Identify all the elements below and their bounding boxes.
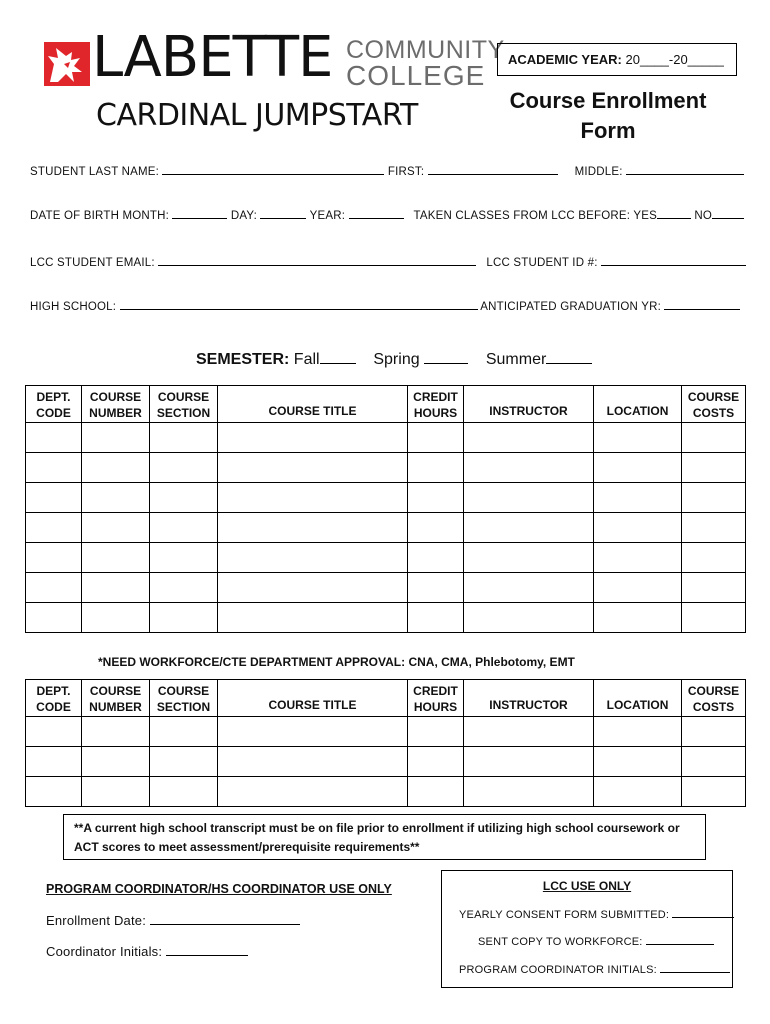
logo-college: COLLEGE	[346, 60, 486, 91]
table-cell[interactable]	[464, 777, 594, 807]
transcript-note-box	[63, 814, 706, 860]
table-cell[interactable]	[82, 513, 150, 543]
table-row	[26, 603, 746, 633]
col-credit-hours: CREDIT HOURS	[408, 680, 464, 717]
table-cell[interactable]	[408, 573, 464, 603]
col-instructor: INSTRUCTOR	[464, 386, 594, 423]
course-table-main-body	[26, 423, 746, 633]
table-cell[interactable]	[682, 513, 746, 543]
email-row	[30, 255, 746, 269]
table-cell[interactable]	[26, 777, 82, 807]
table-cell[interactable]	[150, 573, 218, 603]
table-cell[interactable]	[218, 573, 408, 603]
table-cell[interactable]	[218, 453, 408, 483]
semester-fall-label: Fall	[293, 351, 320, 368]
col-dept-code: DEPT. CODE	[26, 386, 82, 423]
table-cell[interactable]	[150, 777, 218, 807]
enrollment-date-row	[46, 913, 300, 928]
table-cell[interactable]	[82, 603, 150, 633]
first-name-field[interactable]	[428, 164, 558, 175]
coordinator-initials-field[interactable]	[166, 945, 248, 956]
col-course-section: COURSE SECTION	[150, 680, 218, 717]
semester-label: SEMESTER:	[196, 351, 290, 368]
academic-year-field[interactable]: 20____-20_____	[625, 52, 724, 67]
table-cell[interactable]	[594, 747, 682, 777]
table-row	[26, 717, 746, 747]
table-row	[26, 543, 746, 573]
semester-summer-label: Summer	[485, 351, 547, 368]
course-table-approval	[25, 679, 746, 807]
table-cell[interactable]	[408, 423, 464, 453]
last-name-field[interactable]	[162, 164, 384, 175]
col-location: LOCATION	[594, 680, 682, 717]
table-cell[interactable]	[82, 543, 150, 573]
form-title	[492, 86, 724, 146]
dob-month-field[interactable]	[172, 208, 227, 219]
last-name-label: STUDENT LAST NAME:	[30, 166, 160, 178]
high-school-label: HIGH SCHOOL:	[30, 301, 117, 313]
table-cell[interactable]	[464, 717, 594, 747]
table-row	[26, 453, 746, 483]
table-cell[interactable]	[682, 603, 746, 633]
middle-name-label: MIDDLE:	[574, 166, 623, 178]
academic-year-label: ACADEMIC YEAR:	[508, 52, 622, 67]
table-cell[interactable]	[408, 483, 464, 513]
table-cell[interactable]	[682, 573, 746, 603]
lcc-initials-row	[459, 962, 730, 976]
table-cell[interactable]	[150, 747, 218, 777]
table-cell[interactable]	[218, 543, 408, 573]
table-cell[interactable]	[464, 543, 594, 573]
table-cell[interactable]	[594, 543, 682, 573]
table-cell[interactable]	[150, 513, 218, 543]
table-cell[interactable]	[26, 483, 82, 513]
lcc-initials-label: PROGRAM COORDINATOR INITIALS:	[459, 964, 657, 976]
table-cell[interactable]	[82, 423, 150, 453]
workforce-row	[478, 934, 714, 948]
course-table-main	[25, 385, 746, 633]
table-cell[interactable]	[150, 453, 218, 483]
table-cell[interactable]	[26, 747, 82, 777]
enrollment-date-field[interactable]	[150, 914, 300, 925]
transcript-note-line2: ACT scores to meet assessment/prerequisite requirements**	[74, 840, 420, 854]
col-instructor: INSTRUCTOR	[464, 680, 594, 717]
table-cell[interactable]	[682, 747, 746, 777]
table-cell[interactable]	[594, 573, 682, 603]
col-course-costs: COURSE COSTS	[682, 680, 746, 717]
table-cell[interactable]	[26, 603, 82, 633]
table-cell[interactable]	[408, 603, 464, 633]
table-cell[interactable]	[26, 423, 82, 453]
table-cell[interactable]	[682, 543, 746, 573]
col-course-number: COURSE NUMBER	[82, 680, 150, 717]
table-cell[interactable]	[150, 483, 218, 513]
logo-wordmark: LABETTE	[92, 25, 333, 90]
form-title-line2: Form	[580, 118, 636, 143]
course-table-approval-body	[26, 717, 746, 807]
table-cell[interactable]	[408, 543, 464, 573]
table-cell[interactable]	[82, 453, 150, 483]
table-row	[26, 573, 746, 603]
approval-note: *NEED WORKFORCE/CTE DEPARTMENT APPROVAL: CNA, CMA, Phlebotomy, EMT	[98, 655, 575, 669]
col-dept-code: DEPT. CODE	[26, 680, 82, 717]
table-cell[interactable]	[594, 777, 682, 807]
table-cell[interactable]	[594, 453, 682, 483]
table-row	[26, 513, 746, 543]
col-course-costs: COURSE COSTS	[682, 386, 746, 423]
email-field[interactable]	[158, 255, 476, 266]
dob-row	[30, 208, 744, 222]
lcc-use-heading: LCC USE ONLY	[542, 879, 632, 893]
table-cell[interactable]	[26, 717, 82, 747]
table-cell[interactable]	[82, 717, 150, 747]
semester-summer-field[interactable]	[546, 350, 592, 364]
program-title: CARDINAL JUMPSTART	[96, 98, 418, 133]
table-cell[interactable]	[150, 603, 218, 633]
table-cell[interactable]	[682, 423, 746, 453]
table-cell[interactable]	[26, 543, 82, 573]
table-row	[26, 777, 746, 807]
table-cell[interactable]	[682, 717, 746, 747]
semester-spring-field[interactable]	[424, 350, 468, 364]
consent-label: YEARLY CONSENT FORM SUBMITTED:	[459, 909, 670, 921]
table-cell[interactable]	[218, 777, 408, 807]
table-cell[interactable]	[594, 603, 682, 633]
semester-row	[196, 350, 592, 369]
col-location: LOCATION	[594, 386, 682, 423]
table-cell[interactable]	[218, 717, 408, 747]
enrollment-date-label: Enrollment Date:	[46, 913, 147, 928]
dob-month-label: DATE OF BIRTH MONTH:	[30, 210, 170, 222]
table-row	[26, 423, 746, 453]
table-cell[interactable]	[82, 483, 150, 513]
table-cell[interactable]	[464, 423, 594, 453]
table-cell[interactable]	[82, 747, 150, 777]
table-cell[interactable]	[594, 513, 682, 543]
table-cell[interactable]	[464, 573, 594, 603]
table-cell[interactable]	[408, 717, 464, 747]
academic-year-box[interactable]	[497, 43, 737, 76]
high-school-row	[30, 299, 740, 313]
taken-before-no-field[interactable]	[712, 208, 744, 219]
table-cell[interactable]	[594, 423, 682, 453]
consent-row	[459, 907, 734, 921]
table-cell[interactable]	[408, 747, 464, 777]
consent-field[interactable]	[672, 907, 734, 918]
table-cell[interactable]	[150, 717, 218, 747]
coordinator-initials-label: Coordinator Initials:	[46, 944, 163, 959]
table-cell[interactable]	[594, 483, 682, 513]
table-cell[interactable]	[82, 777, 150, 807]
first-name-label: FIRST:	[387, 166, 425, 178]
table-cell[interactable]	[464, 747, 594, 777]
grad-year-field[interactable]	[664, 299, 740, 310]
email-label: LCC STUDENT EMAIL:	[30, 257, 155, 269]
table-row	[26, 747, 746, 777]
col-course-title: COURSE TITLE	[218, 680, 408, 717]
last-name-row	[30, 164, 744, 178]
semester-fall-field[interactable]	[320, 350, 356, 364]
table-cell[interactable]	[150, 423, 218, 453]
table-cell[interactable]	[82, 573, 150, 603]
table-cell[interactable]	[464, 453, 594, 483]
table-cell[interactable]	[150, 543, 218, 573]
table-cell[interactable]	[682, 453, 746, 483]
dob-year-field[interactable]	[349, 208, 404, 219]
transcript-note-line1: **A current high school transcript must be on file prior to enrollment if utilizing high school coursework or	[74, 821, 680, 835]
dob-day-label: DAY:	[230, 210, 257, 222]
table-cell[interactable]	[218, 423, 408, 453]
col-course-number: COURSE NUMBER	[82, 386, 150, 423]
col-credit-hours: CREDIT HOURS	[408, 386, 464, 423]
table-cell[interactable]	[464, 483, 594, 513]
table-cell[interactable]	[464, 513, 594, 543]
taken-before-yes-field[interactable]	[657, 208, 691, 219]
col-course-title: COURSE TITLE	[218, 386, 408, 423]
logo-community: COMMUNITY	[346, 36, 505, 64]
workforce-field[interactable]	[646, 934, 714, 945]
table-cell[interactable]	[408, 777, 464, 807]
high-school-field[interactable]	[120, 299, 478, 310]
coordinator-heading: PROGRAM COORDINATOR/HS COORDINATOR USE ONLY	[46, 882, 392, 896]
table-cell[interactable]	[218, 513, 408, 543]
dob-day-field[interactable]	[260, 208, 306, 219]
table-cell[interactable]	[594, 717, 682, 747]
table-cell[interactable]	[408, 453, 464, 483]
cardinal-logo-icon	[44, 42, 90, 86]
form-title-line1: Course Enrollment	[509, 88, 707, 113]
table-cell[interactable]	[408, 513, 464, 543]
table-cell[interactable]	[464, 603, 594, 633]
middle-name-field[interactable]	[626, 164, 744, 175]
table-cell[interactable]	[218, 483, 408, 513]
workforce-label: SENT COPY TO WORKFORCE:	[478, 936, 643, 948]
taken-before-no-label: NO	[694, 210, 713, 222]
lcc-initials-field[interactable]	[660, 962, 730, 973]
table-cell[interactable]	[26, 453, 82, 483]
table-cell[interactable]	[26, 573, 82, 603]
grad-year-label: ANTICIPATED GRADUATION YR:	[480, 301, 661, 313]
semester-spring-label: Spring	[373, 351, 420, 368]
table-cell[interactable]	[218, 747, 408, 777]
taken-before-label: TAKEN CLASSES FROM LCC BEFORE: YES	[413, 210, 657, 222]
table-cell[interactable]	[682, 777, 746, 807]
table-row	[26, 483, 746, 513]
lcc-use-box	[441, 870, 733, 988]
dob-year-label: YEAR:	[309, 210, 346, 222]
coordinator-initials-row	[46, 944, 248, 959]
table-cell[interactable]	[682, 483, 746, 513]
table-cell[interactable]	[26, 513, 82, 543]
col-course-section: COURSE SECTION	[150, 386, 218, 423]
student-id-field[interactable]	[601, 255, 746, 266]
table-cell[interactable]	[218, 603, 408, 633]
student-id-label: LCC STUDENT ID #:	[486, 257, 598, 269]
